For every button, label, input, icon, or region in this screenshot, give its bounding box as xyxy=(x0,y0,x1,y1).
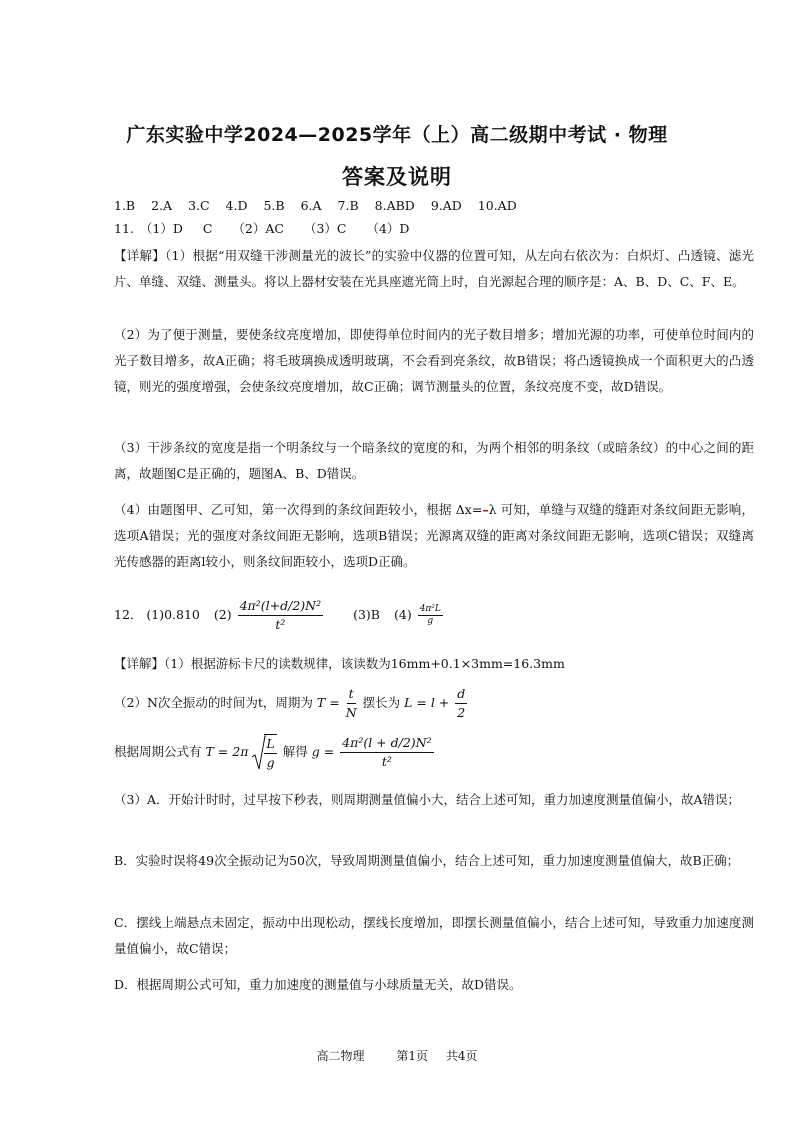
q12-explain-2-text-a: （2）N次全振动的时间为t，周期为 xyxy=(114,695,313,710)
answer-item: 8.ABD xyxy=(374,198,415,213)
footer-page-number: 第1页 xyxy=(396,1049,428,1063)
gravity-fraction xyxy=(340,734,433,771)
q12-explain-3 xyxy=(114,730,754,775)
fraction-denominator: N xyxy=(345,705,357,720)
answer-item: 3.C xyxy=(188,198,210,213)
q11-part: （3）C xyxy=(303,221,347,236)
q12-answers xyxy=(114,597,754,634)
q12-answer-3: (3)B xyxy=(353,607,380,622)
answer-item: 2.A xyxy=(151,198,173,213)
q11-part: C xyxy=(202,221,213,236)
footer-subject: 高二物理 xyxy=(316,1049,365,1063)
q11-explain-4-text-b: 可知，单缝与双缝的缝距对条纹间距无影响，选项A错误；光的强度对条纹间距无影响，选项B错误；光源离双缝的距离对条纹间距无影响，选项C错误；双缝离光传感器的距离l较小，则条纹间距较小，选项D正确。 xyxy=(114,502,754,569)
q12-explain-2 xyxy=(114,683,754,723)
page-footer xyxy=(0,1047,794,1064)
footer-total-pages: 共4页 xyxy=(445,1049,478,1063)
answer-item: 5.B xyxy=(263,198,285,213)
q11-explain-3: （3）干涉条纹的宽度是指一个明条纹与一个暗条纹的宽度的和，为两个相邻的明条纹（或暗条纹）的中心之间的距离，故题图C是正确的，题图A、B、D错误。 xyxy=(114,440,754,481)
q12-answer-2-fraction xyxy=(238,597,324,634)
period-formula-lhs: T = xyxy=(316,695,340,710)
length-formula-lhs: L = l + xyxy=(404,695,450,710)
fraction-numerator: 4π²L xyxy=(419,604,441,614)
q12-answer-4-fraction xyxy=(418,604,443,627)
q12-explain-6: C．摆线上端悬点未固定，振动中出现松动，摆线长度增加，即摆长测量值偏小，结合上述可知，导致重力加速度测量值偏小，故C错误； xyxy=(114,915,754,956)
q12-explain-5: B．实验时误将49次全振动记为50次，导致周期测量值偏小，结合上述可知，重力加速度测量值偏大，故B正确； xyxy=(114,853,740,868)
answer-item: 9.AD xyxy=(430,198,462,213)
q11-explain-4 xyxy=(114,497,754,575)
q12-label: 12． xyxy=(114,607,143,622)
q12-explain-3-text-a: 根据周期公式有 xyxy=(114,744,202,759)
sqrt-fraction xyxy=(264,734,276,772)
page-title: 广东实验中学2024—2025学年（上）高二级期中考试 · 物理 xyxy=(126,124,668,146)
answer-item: 1.B xyxy=(114,198,136,213)
delta-x-formula: Δx= xyxy=(455,502,483,517)
q11-part: （4）D xyxy=(366,221,410,236)
formula-red-mark: – xyxy=(482,502,489,517)
q12-explain-2-text-b: 摆长为 xyxy=(362,695,401,710)
fraction-denominator: t² xyxy=(275,617,286,632)
answer-item: 7.B xyxy=(337,198,359,213)
answer-item: 10.AD xyxy=(477,198,517,213)
answers-1-10 xyxy=(114,196,754,216)
fraction-numerator: t xyxy=(347,685,356,704)
q12-explain-4: （3）A．开始计时时，过早按下秒表，则周期测量值偏小大，结合上述可知，重力加速度测量值偏小，故A错误； xyxy=(114,792,741,807)
q11-part: （1）D xyxy=(139,221,183,236)
page-subtitle: 答案及说明 xyxy=(342,165,452,189)
q11-part: （2）AC xyxy=(232,221,284,236)
fraction-numerator: d xyxy=(455,685,467,704)
answer-item: 6.A xyxy=(300,198,322,213)
gravity-formula-lhs: g = xyxy=(311,744,335,759)
lambda-symbol: λ xyxy=(488,502,497,517)
period-formula: T = 2π xyxy=(205,744,249,759)
q11-explain-2: （2）为了便于测量，要使条纹亮度增加，即使得单位时间内的光子数目增多；增加光源的功率，可使单位时间内的光子数目增多，故A正确；将毛玻璃换成透明玻璃，不会看到亮条纹，故B错误；将凸透镜换成一个面积更大的凸透镜，则光的强度增强，会使条纹亮度增加，故C正确；调节测量头的位置，条纹亮度不变，故D错误。 xyxy=(114,327,754,394)
period-fraction xyxy=(346,685,357,722)
q12-explain-7: D．根据周期公式可知，重力加速度的测量值与小球质量无关，故D错误。 xyxy=(114,977,522,992)
q11-label: 11. xyxy=(114,221,134,236)
q12-explain-1: 【详解】（1）根据游标卡尺的读数规律，该读数为16mm+0.1×3mm=16.3mm xyxy=(114,656,565,671)
fraction-numerator: 4π²(l+d/2)N² xyxy=(238,597,324,616)
q12-explain-3-text-b: 解得 xyxy=(282,744,308,759)
length-fraction xyxy=(455,685,467,722)
q11-explain-1: 【详解】（1）根据“用双缝干涉测量光的波长”的实验中仪器的位置可知，从左向右依次为：白炽灯、凸透镜、滤光片、单缝、双缝、测量头。将以上器材安装在光具座遮光筒上时，自光源起合理的顺序是：A、B、D、C、F、E。 xyxy=(114,248,754,289)
q12-answer-1: (1)0.810 xyxy=(146,607,200,622)
q12-answer-2-label: (2) xyxy=(213,607,232,622)
q12-answer-4-label: (4) xyxy=(393,607,412,622)
square-root xyxy=(252,731,278,775)
fraction-denominator: g xyxy=(266,755,275,770)
fraction-denominator: g xyxy=(427,616,434,626)
q11-answers xyxy=(114,219,754,239)
q11-explain-4-text-a: （4）由题图甲、乙可知，第一次得到的条纹间距较小，根据 xyxy=(114,502,452,517)
fraction-denominator: 2 xyxy=(457,705,466,720)
fraction-numerator: L xyxy=(264,735,276,754)
answer-item: 4.D xyxy=(225,198,248,213)
fraction-numerator: 4π²(l + d/2)N² xyxy=(340,734,433,753)
fraction-denominator: t² xyxy=(381,754,392,769)
